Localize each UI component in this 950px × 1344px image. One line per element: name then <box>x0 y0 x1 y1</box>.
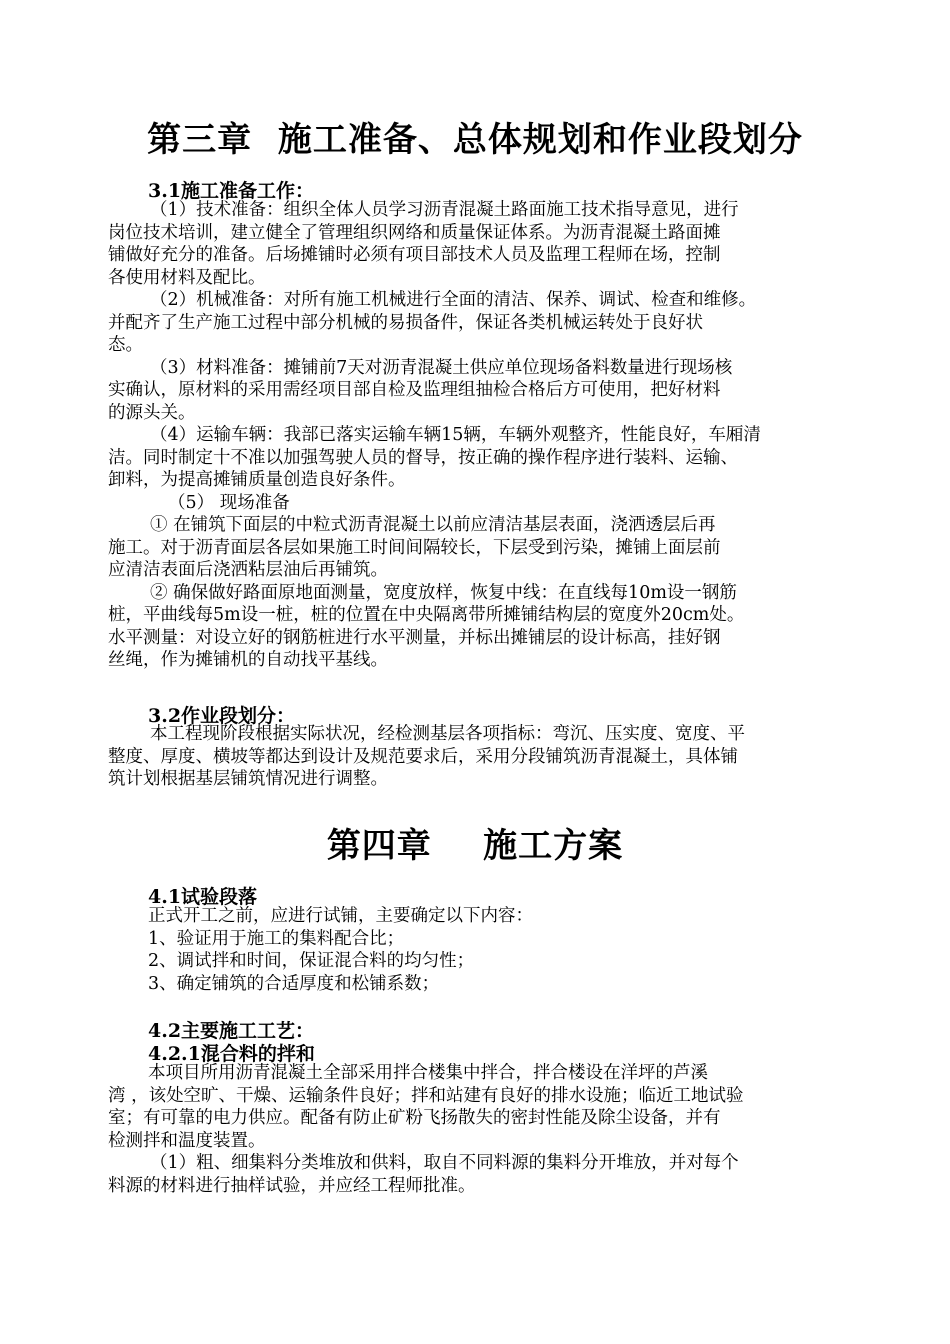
paragraph-line: 水平测量：对设立好的钢筋桩进行水平测量，并标出摊铺层的设计标高，挂好钢 <box>108 627 721 648</box>
paragraph-line: 的源头关。 <box>108 402 196 423</box>
paragraph-line: ① 在铺筑下面层的中粒式沥青混凝土以前应清洁基层表面，浇洒透层后再 <box>150 515 716 535</box>
paragraph-line: （1）技术准备：组织全体人员学习沥青混凝土路面施工技术指导意见，进行 <box>150 200 739 220</box>
paragraph-line: 各使用材料及配比。 <box>108 267 266 288</box>
section-4-2-1-heading: 4.2.1混合料的拌和 <box>148 1043 315 1065</box>
paragraph-line: 丝绳，作为摊铺机的自动找平基线。 <box>108 650 388 670</box>
paragraph-line: 2、调试拌和时间，保证混合料的均匀性； <box>148 951 475 971</box>
paragraph-line: 施工。对于沥青面层各层如果施工时间间隔较长，下层受到污染，摊铺上面层前 <box>108 537 721 558</box>
paragraph-line: 筑计划根据基层铺筑情况进行调整。 <box>108 769 388 789</box>
paragraph-line: 正式开工之前，应进行试铺，主要确定以下内容： <box>148 906 533 926</box>
paragraph-line: （2）机械准备：对所有施工机械进行全面的清洁、保养、调试、检查和维修。 <box>150 290 757 310</box>
chapter-3-title: 第三章 施工准备、总体规划和作业段划分 <box>147 120 803 160</box>
paragraph-line: （3）材料准备：摊铺前7天对沥青混凝土供应单位现场备料数量进行现场核 <box>150 357 733 378</box>
paragraph-line: 态。 <box>108 335 143 355</box>
paragraph-line: 铺做好充分的准备。后场摊铺时必须有项目部技术人员及监理工程师在场，控制 <box>108 245 721 265</box>
paragraph-line: 整度、厚度、横坡等都达到设计及规范要求后，采用分段铺筑沥青混凝土，具体铺 <box>108 746 738 767</box>
paragraph-line: 桩，平曲线每5m设一桩，桩的位置在中央隔离带所摊铺结构层的宽度外20cm处。 <box>108 605 745 625</box>
paragraph-line: 卸料，为提高摊铺质量创造良好条件。 <box>108 470 406 490</box>
paragraph-line: ② 确保做好路面原地面测量，宽度放样，恢复中线：在直线每10m设一钢筋 <box>150 582 737 603</box>
section-4-2-1-body <box>108 1062 850 1197</box>
section-4-2-heading: 4.2主要施工工艺： <box>148 1020 315 1042</box>
paragraph-line: 应清洁表面后浇洒粘层油后再铺筑。 <box>108 560 388 580</box>
paragraph-line: 湾 ，该处空旷、干燥、运输条件良好；拌和站建有良好的排水设施；临近工地试验 <box>108 1085 744 1106</box>
section-3-1-heading: 3.1施工准备工作： <box>148 180 315 202</box>
paragraph-line: 并配齐了生产施工过程中部分机械的易损备件，保证各类机械运转处于良好状 <box>108 312 703 333</box>
chapter-4-title: 第四章 施工方案 <box>326 826 624 866</box>
paragraph-line: 实确认，原材料的采用需经项目部自检及监理组抽检合格后方可使用，把好材料 <box>108 380 721 400</box>
section-3-2-heading: 3.2作业段划分： <box>148 705 296 727</box>
paragraph-line: 室；有可靠的电力供应。配备有防止矿粉飞扬散失的密封性能及除尘设备，并有 <box>108 1108 721 1128</box>
paragraph-line: 本项目所用沥青混凝土全部采用拌合楼集中拌合，拌合楼设在洋坪的芦溪 <box>148 1063 708 1083</box>
paragraph-line: 1、验证用于施工的集料配合比； <box>148 928 405 949</box>
section-4-1-body <box>108 905 850 995</box>
paragraph-line: 洁。同时制定十不准以加强驾驶人员的督导，按正确的操作程序进行装料、运输、 <box>108 447 738 468</box>
paragraph-line: （5） 现场准备 <box>168 492 290 513</box>
paragraph-line: 检测拌和温度装置。 <box>108 1130 266 1151</box>
paragraph-line: （4）运输车辆：我部已落实运输车辆15辆，车辆外观整齐，性能良好，车厢清 <box>150 425 761 445</box>
paragraph-line: 3、确定铺筑的合适厚度和松铺系数； <box>148 973 440 994</box>
paragraph-line: （1）粗、细集料分类堆放和供料，取自不同料源的集料分开堆放，并对每个 <box>150 1153 739 1173</box>
section-4-1-heading: 4.1试验段落 <box>148 886 258 908</box>
section-3-2-body <box>108 723 850 791</box>
paragraph-line: 岗位技术培训，建立健全了管理组织网络和质量保证体系。为沥青混凝土路面摊 <box>108 222 721 243</box>
paragraph-line: 料源的材料进行抽样试验，并应经工程师批准。 <box>108 1175 476 1196</box>
paragraph-line: 本工程现阶段根据实际状况，经检测基层各项指标：弯沉、压实度、宽度、平 <box>150 724 745 744</box>
section-3-1-body <box>108 199 850 672</box>
